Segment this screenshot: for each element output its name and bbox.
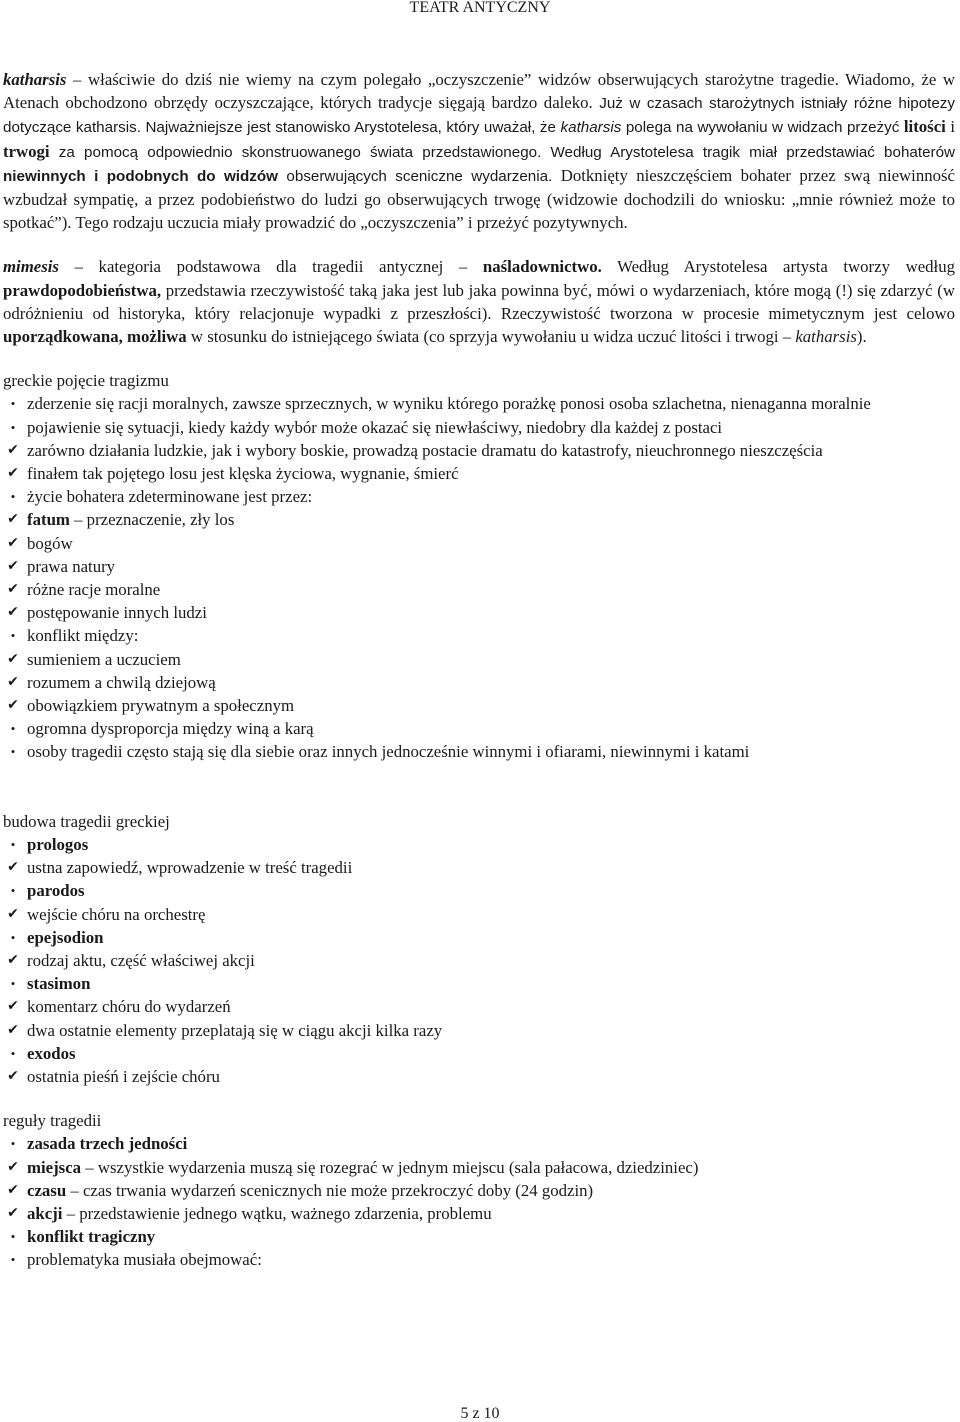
katharsis-text-1: właściwie do dziś nie wiemy na czym polegało „oczyszczenie” widzów obserwujących starożytne tragedie. Wiadomo, że w Atenach obchodzono obrzędy oczyszczające, których tradycje sięgają bardzo daleko. xyxy=(3,70,955,113)
list-item-text: problematyka musiała obejmować: xyxy=(27,1250,262,1270)
checkmark-icon: ✔ xyxy=(7,905,19,922)
mimesis-text-3: przedstawia rzeczywistość taką jaka jest lub jaka powinna być, mówi o wydarzeniach, które mogą (!) się zdarzyć (w odróżnieniu od historyka, który relacjonuje wypadki z przeszłości). Rzeczywistość tworzona w procesie mimetycznym jest celowo xyxy=(3,280,955,323)
list-item-text: konflikt między: xyxy=(27,626,139,646)
list-item xyxy=(3,740,955,763)
checkmark-icon: ✔ xyxy=(7,951,19,968)
page-header: TEATR ANTYCZNY xyxy=(409,0,551,16)
list-item-term: fatum xyxy=(27,510,70,530)
list-item-text: osoby tragedii często stają się dla siebie oraz innych jednocześnie winnymi i ofiarami, niewinnymi i katami xyxy=(27,742,750,762)
mimesis-text-1: – kategoria podstawowa dla tragedii antycznej – xyxy=(58,257,483,277)
list-item xyxy=(3,717,955,740)
checkmark-icon: ✔ xyxy=(7,1204,19,1221)
uporzadkowana-term: uporządkowana, możliwa xyxy=(3,327,187,347)
nasladownictwo-term: naśladownictwo. xyxy=(482,257,602,277)
bullet-icon: • xyxy=(10,1229,16,1245)
list-item-term: epejsodion xyxy=(27,927,104,947)
list-item xyxy=(3,694,955,717)
tragizm-heading: greckie pojęcie tragizmu xyxy=(3,371,169,391)
budowa-heading: budowa tragedii greckiej xyxy=(3,811,170,831)
list-item xyxy=(3,624,955,647)
spacer xyxy=(3,1088,955,1109)
mimesis-text-5: ). xyxy=(856,327,867,347)
list-item xyxy=(3,1132,955,1155)
bullet-icon: • xyxy=(10,1252,16,1268)
list-item-text: życie bohatera zdeterminowane jest przez: xyxy=(27,487,313,507)
mimesis-term: mimesis xyxy=(3,257,59,277)
list-item xyxy=(3,1042,955,1065)
list-item-text: – czas trwania wydarzeń scenicznych nie może przekroczyć doby (24 godzin) xyxy=(66,1180,594,1200)
bullet-icon: • xyxy=(10,628,16,644)
list-item-text: bogów xyxy=(27,533,73,553)
list-item xyxy=(3,555,955,578)
katharsis-text-4: i xyxy=(945,117,956,137)
list-item xyxy=(3,833,955,856)
list-item xyxy=(3,1202,955,1225)
list-item-term: miejsca xyxy=(27,1157,82,1177)
list-item xyxy=(3,462,955,485)
list-item-text: sumieniem a uczuciem xyxy=(27,649,181,669)
list-item xyxy=(3,995,955,1018)
checkmark-icon: ✔ xyxy=(7,534,19,551)
checkmark-icon: ✔ xyxy=(7,859,19,876)
bullet-icon: • xyxy=(10,883,16,899)
list-item xyxy=(3,972,955,995)
list-item xyxy=(3,1179,955,1202)
checkmark-icon: ✔ xyxy=(7,581,19,598)
list-item-text: komentarz chóru do wydarzeń xyxy=(27,997,231,1017)
list-item-term: konflikt tragiczny xyxy=(27,1227,156,1247)
bullet-icon: • xyxy=(10,419,16,435)
mimesis-text-4: w stosunku do istniejącego świata (co sprzyja wywołaniu u widza uczuć litości i trwogi – xyxy=(186,327,796,347)
spacer xyxy=(3,764,955,810)
prawdopodobienstwa-term: prawdopodobieństwa, xyxy=(3,280,162,300)
reguly-heading: reguły tragedii xyxy=(3,1111,102,1131)
list-item xyxy=(3,856,955,879)
bullet-icon: • xyxy=(10,396,16,412)
list-item-text: – wszystkie wydarzenia muszą się rozegrać w jednym miejscu (sala pałacowa, dziedziniec) xyxy=(81,1157,699,1177)
litosci-term: litości xyxy=(903,117,946,137)
katharsis-term-inline: katharsis xyxy=(795,327,857,347)
document-body xyxy=(3,68,955,1272)
list-item xyxy=(3,879,955,902)
bullet-icon: • xyxy=(10,489,16,505)
list-item-term: exodos xyxy=(27,1043,76,1063)
list-item-text: pojawienie się sytuacji, kiedy każdy wybór może okazać się niewłaściwy, niedobry dla każdej z postaci xyxy=(27,417,723,437)
list-item xyxy=(3,903,955,926)
checkmark-icon: ✔ xyxy=(7,650,19,667)
list-item-text: różne racje moralne xyxy=(27,580,161,600)
checkmark-icon: ✔ xyxy=(7,557,19,574)
list-item-text: finałem tak pojętego losu jest klęska życiowa, wygnanie, śmierć xyxy=(27,464,459,484)
list-item xyxy=(3,1156,955,1179)
list-item xyxy=(3,1225,955,1248)
katharsis-text-2: Już w czasach starożytnych istniały różne hipotezy dotyczące katharsis. Najważniejsze jest stanowisko Arystotelesa, który uważał, że xyxy=(3,95,955,137)
list-item xyxy=(3,949,955,972)
checkmark-icon: ✔ xyxy=(7,465,19,482)
list-item-term: zasada trzech jedności xyxy=(27,1134,188,1154)
checkmark-icon: ✔ xyxy=(7,1021,19,1038)
list-item xyxy=(3,508,955,531)
list-item-text: wejście chóru na orchestrę xyxy=(27,904,206,924)
bullet-icon: • xyxy=(10,1045,16,1061)
katharsis-text-5: za pomocą odpowiednio skonstruowanego świata przedstawionego. Według Arystotelesa tragik miał przedstawiać bohaterów xyxy=(49,143,955,161)
list-item-text: dwa ostatnie elementy przeplatają się w ciągu akcji kilka razy xyxy=(27,1020,443,1040)
list-item xyxy=(3,392,955,415)
katharsis-text-7: Dotknięty nieszczęściem bohater przez swą niewinność wzbudzał sympatię, a przez podobieństwo do ludzi go obserwujących trwogę (widzowie dochodzili do wniosku: „mnie również może to spotkać”). Tego rodzaju uczucia miały prowadzić do „oczyszczenia” i przeżyć pozytywnych. xyxy=(3,165,955,233)
list-item-text: rozumem a chwilą dziejową xyxy=(27,672,216,692)
trwogi-term: trwogi xyxy=(3,141,50,161)
list-item-text: – przedstawienie jednego wątku, ważnego zdarzenia, problemu xyxy=(62,1203,492,1223)
katharsis-term-inline: katharsis xyxy=(560,119,622,137)
list-item xyxy=(3,648,955,671)
niewinnych-term: niewinnych i podobnych do widzów xyxy=(3,167,278,185)
list-item xyxy=(3,485,955,508)
bullet-icon: • xyxy=(10,836,16,852)
mimesis-text-2: Według Arystotelesa artysta tworzy według xyxy=(601,257,955,277)
checkmark-icon: ✔ xyxy=(7,604,19,621)
list-item-term: akcji xyxy=(27,1203,63,1223)
list-item xyxy=(3,1248,955,1271)
list-item-text: rodzaj aktu, część właściwej akcji xyxy=(27,950,255,970)
checkmark-icon: ✔ xyxy=(7,998,19,1015)
list-item-text: ostatnia pieśń i zejście chóru xyxy=(27,1066,220,1086)
bullet-icon: • xyxy=(10,1136,16,1152)
checkmark-icon: ✔ xyxy=(7,441,19,458)
katharsis-text-6: obserwujących sceniczne wydarzenia. xyxy=(278,167,561,185)
list-item-text: – przeznaczenie, zły los xyxy=(69,510,235,530)
budowa-list xyxy=(3,833,955,1088)
checkmark-icon: ✔ xyxy=(7,697,19,714)
katharsis-paragraph xyxy=(3,68,955,234)
list-item xyxy=(3,416,955,439)
list-item xyxy=(3,601,955,624)
katharsis-text-3: polega na wywołaniu w widzach przeżyć xyxy=(621,119,904,137)
list-item xyxy=(3,671,955,694)
list-item-term: prologos xyxy=(27,834,89,854)
checkmark-icon: ✔ xyxy=(7,511,19,528)
list-item-term: stasimon xyxy=(27,974,91,994)
katharsis-dash: – xyxy=(66,70,89,89)
bullet-icon: • xyxy=(10,721,16,737)
list-item-text: prawa natury xyxy=(27,556,116,576)
list-item-text: ogromna dysproporcja między winą a karą xyxy=(27,719,314,739)
bullet-icon: • xyxy=(10,744,16,760)
list-item-text: postępowanie innych ludzi xyxy=(27,603,207,623)
list-item xyxy=(3,926,955,949)
mimesis-paragraph xyxy=(3,255,955,348)
spacer xyxy=(3,234,955,255)
list-item-term: czasu xyxy=(27,1180,67,1200)
list-item xyxy=(3,439,955,462)
bullet-icon: • xyxy=(10,929,16,945)
list-item-text: obowiązkiem prywatnym a społecznym xyxy=(27,696,295,716)
page-number: 5 z 10 xyxy=(460,1405,500,1422)
checkmark-icon: ✔ xyxy=(7,673,19,690)
reguly-list xyxy=(3,1132,955,1271)
checkmark-icon: ✔ xyxy=(7,1067,19,1084)
list-item-text: zarówno działania ludzkie, jak i wybory boskie, prowadzą postacie dramatu do katastrofy, nieuchronnego nieszczęścia xyxy=(27,440,823,460)
list-item-text: ustna zapowiedź, wprowadzenie w treść tragedii xyxy=(27,858,353,878)
checkmark-icon: ✔ xyxy=(7,1158,19,1175)
list-item-text: zderzenie się racji moralnych, zawsze sprzecznych, w wyniku którego porażkę ponosi osoba szlachetna, nienaganna moralnie xyxy=(27,394,871,414)
tragizm-list xyxy=(3,392,955,763)
katharsis-term: katharsis xyxy=(3,70,67,89)
list-item xyxy=(3,578,955,601)
spacer xyxy=(3,348,955,369)
bullet-icon: • xyxy=(10,976,16,992)
checkmark-icon: ✔ xyxy=(7,1181,19,1198)
list-item-term: parodos xyxy=(27,881,85,901)
list-item xyxy=(3,532,955,555)
list-item xyxy=(3,1065,955,1088)
list-item xyxy=(3,1019,955,1042)
